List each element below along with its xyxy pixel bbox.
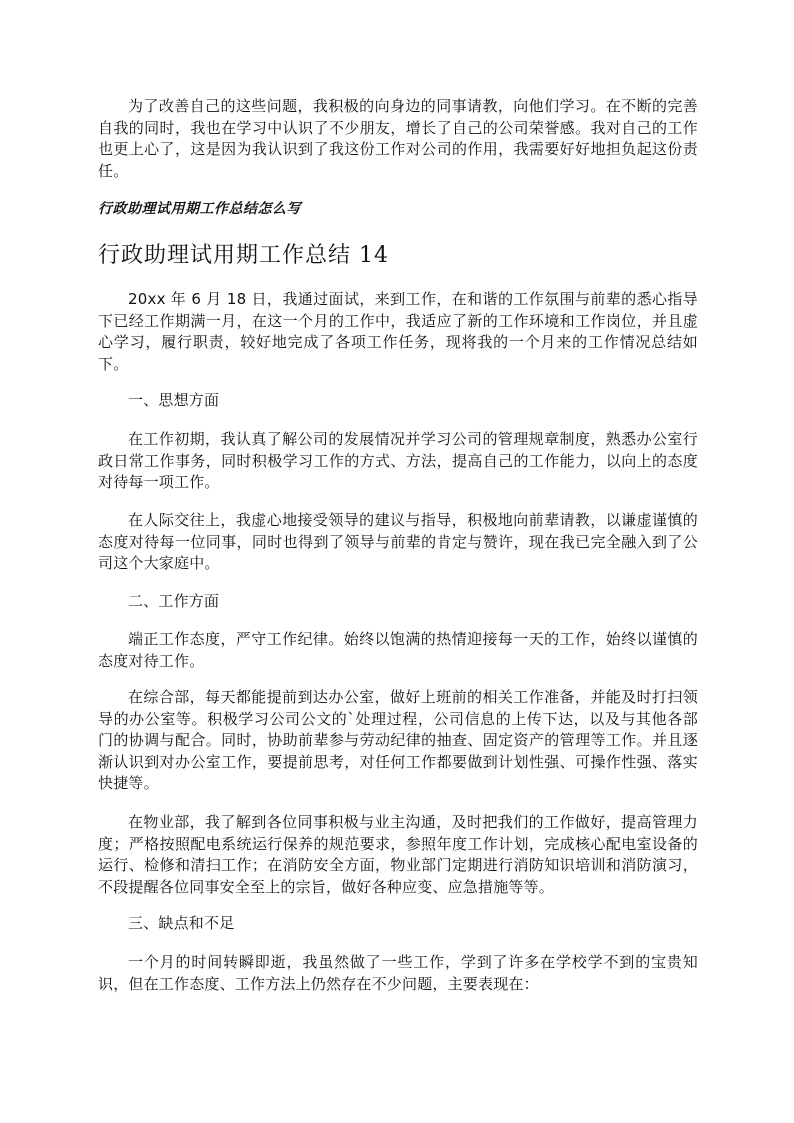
paragraph-intro-date: 20xx 年 6 月 18 日，我通过面试，来到工作，在和谐的工作氛围与前辈的悉心指导下已经工作期满一月，在这一个月的工作中，我适应了新的工作环境和工作岗位，并且虚心学习，履行职责，较好地完成了各项工作任务，现将我的一个月来的工作情况总结如下。	[98, 290, 698, 373]
sub-heading: 行政助理试用期工作总结怎么写	[98, 201, 301, 217]
section-heading-shortcomings: 三、缺点和不足	[128, 914, 235, 932]
paragraph-thought-1: 在工作初期，我认真了解公司的发展情况并学习公司的管理规章制度，熟悉办公室行政日常工作事务，同时积极学习工作的方式、方法，提高自己的工作能力，以向上的态度对待每一项工作。	[98, 430, 698, 491]
main-heading: 行政助理试用期工作总结 14	[98, 243, 389, 268]
paragraph-work-1: 端正工作态度，严守工作纪律。始终以饱满的热情迎接每一天的工作，始终以谨慎的态度对待工作。	[98, 630, 698, 670]
intro-paragraph: 为了改善自己的这些问题，我积极的向身边的同事请教，向他们学习。在不断的完善自我的同时，我也在学习中认识了不少朋友，增长了自己的公司荣誉感。我对自己的工作也更上心了，这是因为我认识到了我这份工作对公司的作用，我需要好好地担负起这份责任。	[98, 97, 698, 180]
paragraph-work-3: 在物业部，我了解到各位同事积极与业主沟通，及时把我们的工作做好，提高管理力度；严格按照配电系统运行保养的规范要求，参照年度工作计划，完成核心配电室设备的运行、检修和清扫工作；在消防安全方面，物业部门定期进行消防知识培训和消防演习，不段提醒各位同事安全至上的宗旨，做好各种应变、应急措施等等。	[98, 813, 698, 896]
paragraph-thought-2: 在人际交往上，我虚心地接受领导的建议与指导，积极地向前辈请教，以谦虚谨慎的态度对待每一位同事，同时也得到了领导与前辈的肯定与赞许，现在我已完全融入到了公司这个大家庭中。	[98, 511, 698, 572]
paragraph-work-2: 在综合部，每天都能提前到达办公室，做好上班前的相关工作准备，并能及时打扫领导的办公室等。积极学习公司公文的`处理过程，公司信息的上传下达，以及与其他各部门的协调与配合。同时，协助前辈参与劳动纪律的抽查、固定资产的管理等工作。并且逐渐认识到对办公室工作，要提前思考，对任何工作都要做到计划性强、可操作性强、落实快捷等。	[98, 688, 698, 792]
section-heading-work: 二、工作方面	[128, 592, 220, 610]
paragraph-shortcomings-1: 一个月的时间转瞬即逝，我虽然做了一些工作，学到了许多在学校学不到的宝贵知识，但在工作态度、工作方法上仍然存在不少问题，主要表现在：	[98, 953, 698, 993]
section-heading-thought: 一、思想方面	[128, 391, 220, 409]
